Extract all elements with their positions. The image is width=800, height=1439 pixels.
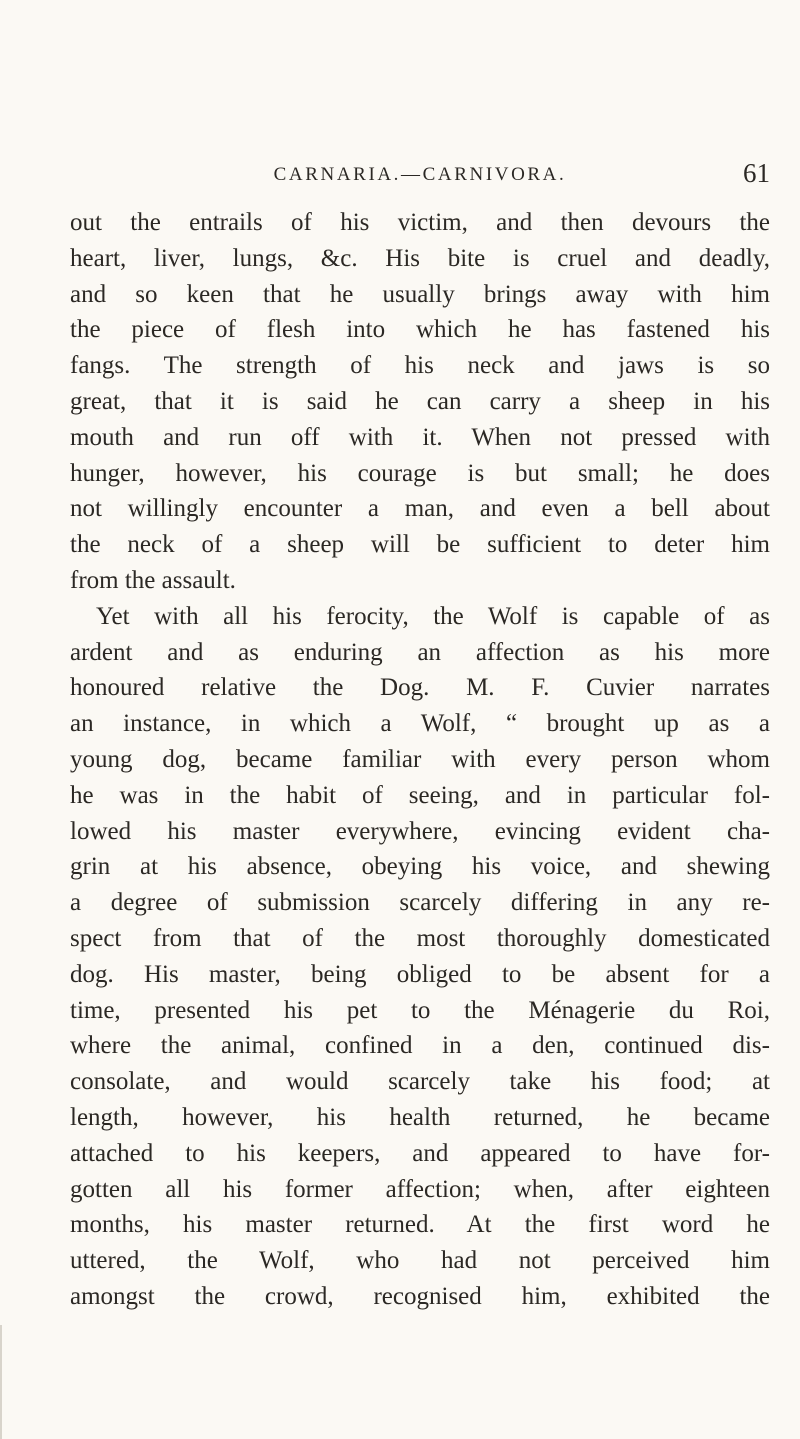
paragraph-end-line: from the assault. bbox=[70, 566, 236, 594]
text-line: dog. His master, being obliged to be absent for a bbox=[70, 960, 770, 988]
page-number: 61 bbox=[743, 158, 770, 188]
text-line: great, that it is said he can carry a sheep in his bbox=[70, 387, 770, 415]
text-line: consolate, and would scarcely take his food; at bbox=[70, 1068, 770, 1096]
text-line: the piece of flesh into which he has fastened his bbox=[70, 316, 770, 344]
text-line: out the entrails of his victim, and then devours the bbox=[70, 209, 770, 236]
text-line: a degree of submission scarcely differing in any re- bbox=[70, 889, 770, 917]
text-line: heart, liver, lungs, &c. His bite is cruel and deadly, bbox=[70, 244, 770, 272]
text-line: not willingly encounter a man, and even a bell about bbox=[70, 495, 770, 523]
binding-edge-mark bbox=[0, 1325, 2, 1439]
text-line: young dog, became familiar with every person whom bbox=[70, 745, 770, 773]
text-line: uttered, the Wolf, who had not perceived him bbox=[70, 1247, 770, 1275]
text-line: months, his master returned. At the first word he bbox=[70, 1211, 770, 1239]
text-line: he was in the habit of seeing, and in particular fol- bbox=[70, 781, 770, 809]
running-head bbox=[70, 152, 770, 192]
text-line: amongst the crowd, recognised him, exhibited the bbox=[70, 1282, 770, 1310]
text-line: grin at his absence, obeying his voice, and shewing bbox=[70, 853, 770, 881]
text-line: spect from that of the most thoroughly domesticated bbox=[70, 924, 770, 952]
text-line: time, presented his pet to the Ménagerie du Roi, bbox=[70, 996, 770, 1024]
text-line: the neck of a sheep will be sufficient to deter him bbox=[70, 531, 770, 559]
text-line: gotten all his former affection; when, after eighteen bbox=[70, 1175, 770, 1203]
text-line: an instance, in which a Wolf, “ brought up as a bbox=[70, 710, 770, 738]
running-title: CARNARIA.—CARNIVORA. bbox=[273, 164, 567, 185]
text-line: mouth and run off with it. When not pressed with bbox=[70, 423, 770, 451]
text-line: length, however, his health returned, he became bbox=[70, 1103, 770, 1131]
text-line: lowed his master everywhere, evincing evident cha- bbox=[70, 817, 770, 845]
text-line: attached to his keepers, and appeared to have for- bbox=[70, 1139, 770, 1167]
text-line: hunger, however, his courage is but small; he does bbox=[70, 459, 770, 487]
text-line: where the animal, confined in a den, continued dis- bbox=[70, 1032, 770, 1060]
text-line: ardent and as enduring an affection as his more bbox=[70, 638, 770, 666]
body-text bbox=[70, 205, 770, 1315]
text-line: honoured relative the Dog. M. F. Cuvier narrates bbox=[70, 674, 770, 702]
text-line: and so keen that he usually brings away with him bbox=[70, 280, 770, 308]
text-line: fangs. The strength of his neck and jaws is so bbox=[70, 352, 770, 380]
paragraph-start-line: Yet with all his ferocity, the Wolf is capable of as bbox=[96, 602, 770, 630]
